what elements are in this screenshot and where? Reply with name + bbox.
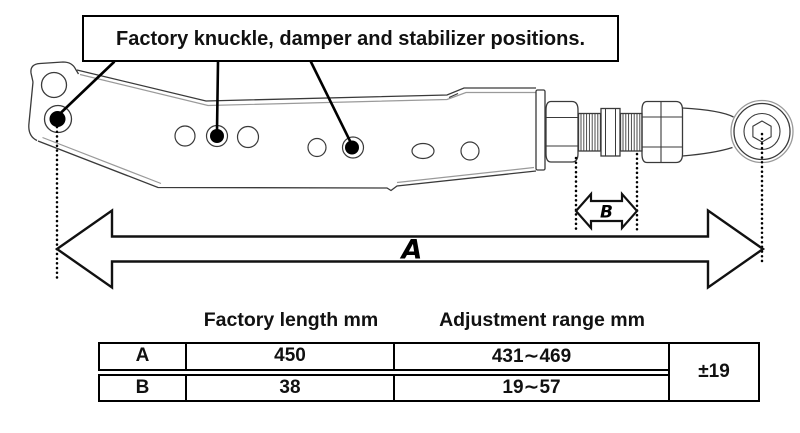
row-b-adjustment-range: 19∼57 (395, 374, 668, 403)
arm-hole (175, 126, 195, 146)
row-a-label: A (98, 342, 187, 371)
arm-hole (461, 142, 479, 160)
rod-end (683, 101, 794, 163)
dimension-b-label: B (600, 202, 613, 223)
row-a-factory-length: 450 (187, 342, 395, 371)
spec-table (98, 342, 760, 402)
threaded-adjuster (546, 102, 683, 163)
stabilizer-position-dot (345, 141, 359, 155)
damper-position-dot (210, 129, 224, 143)
arm-hole (238, 127, 259, 148)
arm-slot-hole (412, 144, 434, 159)
dimension-b (576, 194, 637, 228)
leader-line-damper (217, 62, 218, 131)
dimension-a (57, 211, 763, 288)
dimension-a-label: A (401, 234, 423, 266)
row-b-label: B (98, 374, 187, 403)
arm-body (38, 70, 545, 191)
bracket-upper-hole (42, 73, 67, 98)
arm-hole (308, 139, 326, 157)
annotation-box (82, 15, 619, 62)
tolerance-cell: ±19 (668, 342, 760, 402)
annotation-text: Factory knuckle, damper and stabilizer positions. (115, 27, 585, 50)
header-factory-length: Factory length mm (203, 309, 379, 331)
row-a-adjustment-range: 431∼469 (395, 342, 668, 371)
arm-bracket (29, 62, 79, 141)
knuckle-position-dot (50, 111, 66, 127)
header-adjustment-range: Adjustment range mm (439, 309, 645, 331)
position-markers (50, 62, 360, 155)
row-b-factory-length: 38 (187, 374, 395, 403)
